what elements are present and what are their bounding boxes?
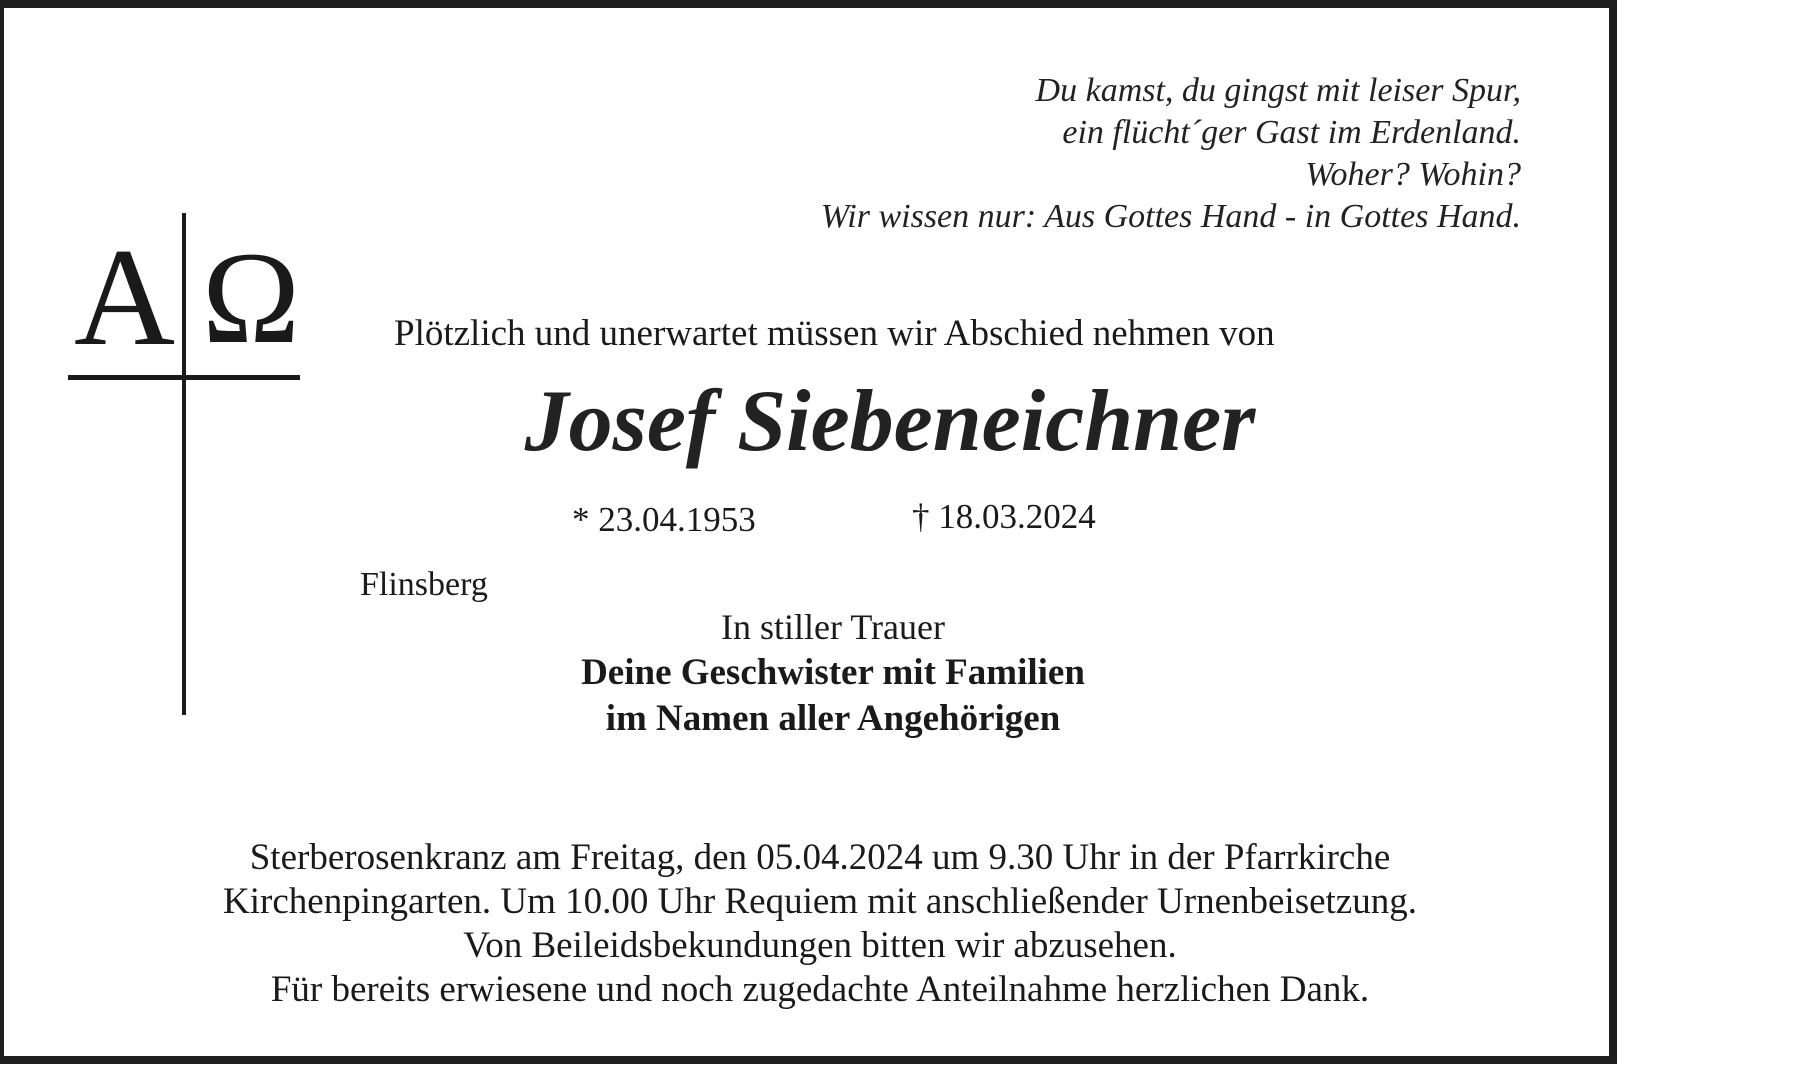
mourners-block: [0, 604, 1666, 742]
notice-line: Von Beileidsbekundungen bitten wir abzusehen.: [463, 925, 1177, 966]
poem: [821, 70, 1521, 238]
place-name: Flinsberg: [360, 566, 488, 603]
notice-line: Sterberosenkranz am Freitag, den 05.04.2024 um 9.30 Uhr in der Pfarrkirche: [249, 837, 1391, 878]
poem-line: Wir wissen nur: Aus Gottes Hand - in Gottes Hand.: [820, 198, 1521, 235]
death-date: † 18.03.2024: [912, 497, 1096, 536]
deceased-name: Josef Siebeneichner: [524, 373, 1256, 470]
birth-date: * 23.04.1953: [572, 500, 756, 539]
notice-line: Für bereits erwiesene und noch zugedachte Anteilnahme herzlichen Dank.: [270, 969, 1370, 1010]
notice-line: Kirchenpingarten. Um 10.00 Uhr Requiem mit anschließender Urnenbeisetzung.: [223, 881, 1417, 922]
poem-line: Woher? Wohin?: [1305, 156, 1521, 193]
alpha-symbol: A: [74, 220, 176, 375]
mourners-relatives: im Namen aller Angehörigen: [605, 698, 1061, 739]
intro-text: Plötzlich und unerwartet müssen wir Abschied nehmen von: [394, 313, 1275, 354]
poem-line: Du kamst, du gingst mit leiser Spur,: [1035, 72, 1521, 109]
omega-symbol: Ω: [202, 224, 301, 371]
mourners-family: Deine Geschwister mit Familien: [581, 652, 1085, 693]
service-notice: [0, 836, 1640, 1012]
poem-line: ein flücht´ger Gast im Erdenland.: [1062, 114, 1521, 151]
mourners-intro: In stiller Trauer: [721, 607, 945, 647]
